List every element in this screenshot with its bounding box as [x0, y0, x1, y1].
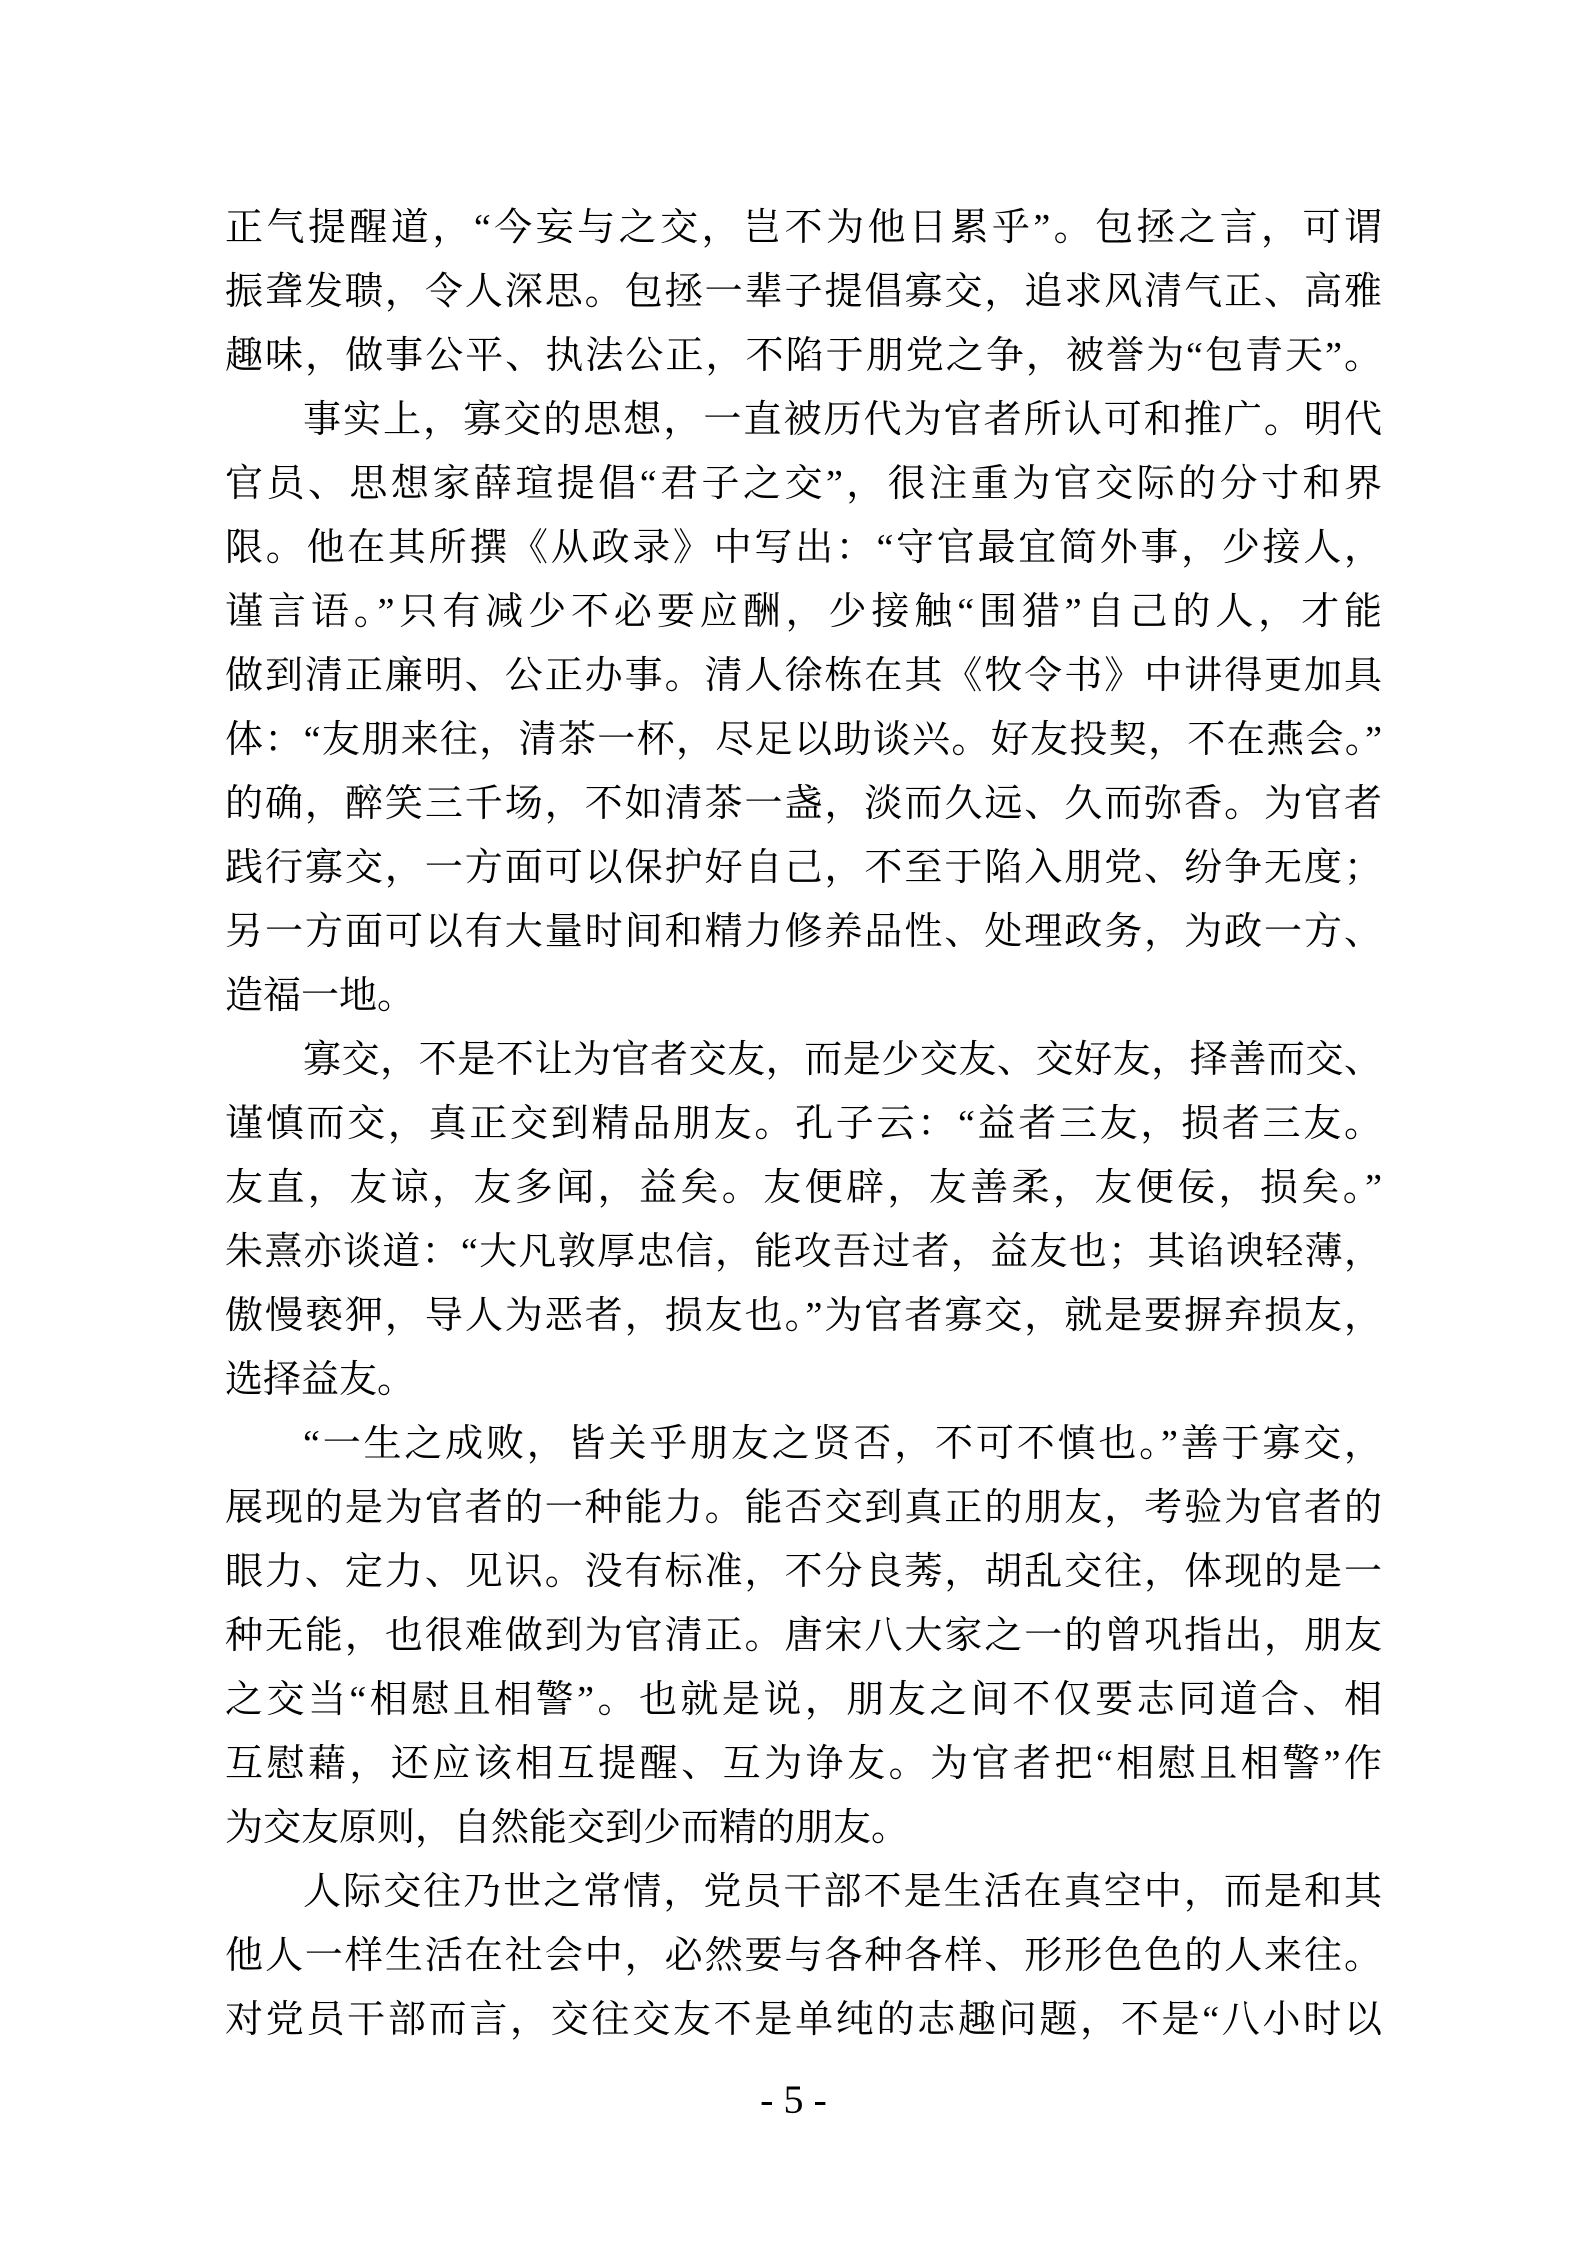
page-number: - 5 -	[760, 2077, 827, 2122]
text-line: 趣味，做事公平、执法公正，不陷于朋党之争，被誉为“包青天”。	[225, 335, 1382, 377]
text-line: 为交友原则，自然能交到少而精的朋友。	[225, 1807, 910, 1849]
text-line: 事实上，寡交的思想，一直被历代为官者所认可和推广。明代	[303, 399, 1382, 441]
text-line: 种无能，也很难做到为官清正。唐宋八大家之一的曾巩指出，朋友	[225, 1615, 1382, 1657]
text-line: 做到清正廉明、公正办事。清人徐栋在其《牧令书》中讲得更加具	[225, 655, 1382, 697]
text-line: 谨言语。”只有减少不必要应酬，少接触“围猎”自己的人，才能	[225, 591, 1382, 633]
text-line: 造福一地。	[225, 975, 416, 1017]
text-line: 践行寡交，一方面可以保护好自己，不至于陷入朋党、纷争无度；	[225, 847, 1382, 889]
text-line: 对党员干部而言，交往交友不是单纯的志趣问题，不是“八小时以	[225, 1999, 1382, 2041]
text-line: 体：“友朋来往，清茶一杯，尽足以助谈兴。好友投契，不在燕会。”	[225, 719, 1382, 761]
body-text-block	[225, 196, 1382, 2052]
text-line: 谨慎而交，真正交到精品朋友。孔子云：“益者三友，损者三友。	[225, 1103, 1382, 1145]
text-line: 正气提醒道，“今妄与之交，岂不为他日累乎”。包拯之言，可谓	[225, 207, 1382, 249]
text-line: 友直，友谅，友多闻，益矣。友便辟，友善柔，友便佞，损矣。”	[225, 1167, 1382, 1209]
text-line: 另一方面可以有大量时间和精力修养品性、处理政务，为政一方、	[225, 911, 1382, 953]
text-line: 官员、思想家薛瑄提倡“君子之交”，很注重为官交际的分寸和界	[225, 463, 1382, 505]
text-line: 眼力、定力、见识。没有标准，不分良莠，胡乱交往，体现的是一	[225, 1551, 1382, 1593]
text-line: 朱熹亦谈道：“大凡敦厚忠信，能攻吾过者，益友也；其谄谀轻薄，	[225, 1231, 1382, 1273]
text-line: 人际交往乃世之常情，党员干部不是生活在真空中，而是和其	[303, 1871, 1382, 1913]
text-line: “一生之成败，皆关乎朋友之贤否，不可不慎也。”善于寡交，	[303, 1423, 1382, 1465]
text-line: 振聋发聩，令人深思。包拯一辈子提倡寡交，追求风清气正、高雅	[225, 271, 1382, 313]
text-line: 的确，醉笑三千场，不如清茶一盏，淡而久远、久而弥香。为官者	[225, 783, 1382, 825]
text-line: 傲慢亵狎，导人为恶者，损友也。”为官者寡交，就是要摒弃损友，	[225, 1295, 1382, 1337]
text-line: 他人一样生活在社会中，必然要与各种各样、形形色色的人来往。	[225, 1935, 1382, 1977]
text-line: 寡交，不是不让为官者交友，而是少交友、交好友，择善而交、	[303, 1039, 1382, 1081]
text-line: 互慰藉，还应该相互提醒、互为诤友。为官者把“相慰且相警”作	[225, 1743, 1382, 1785]
text-line: 限。他在其所撰《从政录》中写出：“守官最宜简外事，少接人，	[225, 527, 1382, 569]
text-line: 之交当“相慰且相警”。也就是说，朋友之间不仅要志同道合、相	[225, 1679, 1382, 1721]
text-line: 选择益友。	[225, 1359, 416, 1401]
text-line: 展现的是为官者的一种能力。能否交到真正的朋友，考验为官者的	[225, 1487, 1382, 1529]
